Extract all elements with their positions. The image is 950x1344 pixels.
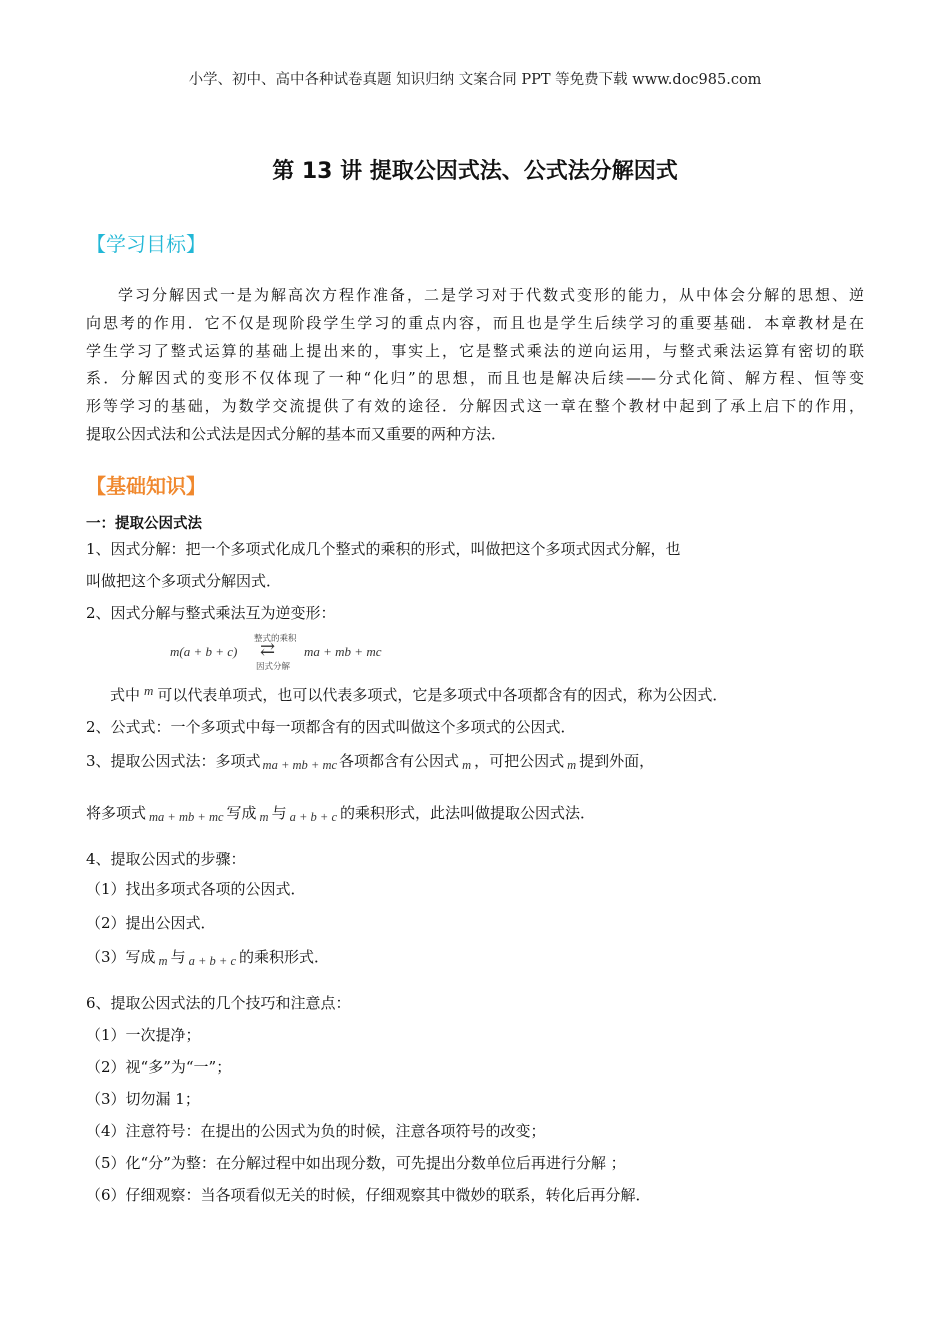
m-note-post: 可以代表单项式，也可以代表多项式，它是多项式中各项都含有的因式，称为公因式．: [157, 686, 728, 704]
method2-text-1: 将多项式: [86, 804, 147, 822]
inverse-relation-text: 2、因式分解与整式乘法互为逆变形：: [86, 604, 336, 622]
method-expr-1: ma + mb + mc: [262, 758, 338, 772]
common-factor-definition: 2、公式式：一个多项式中每一项都含有的因式叫做这个多项式的公因式．: [86, 718, 576, 736]
method-line-2: [86, 802, 595, 823]
step-1: （1）找出多项式各项的公因式．: [86, 880, 306, 898]
tip-item: （5）化“分”为整：在分解过程中如出现分数，可先提出分数单位后再进行分解 ；: [86, 1154, 626, 1172]
section-title-common-factor: 一：提取公因式法: [86, 516, 202, 532]
tip-item: （3）切勿漏 1；: [86, 1090, 200, 1108]
step3-expr-1: m: [158, 954, 168, 968]
goal-line: 系．分解因式的变形不仅体现了一种“化归”的思想，而且也是解决后续——分式化简、解方程、恒等变: [86, 369, 864, 388]
page-header: 小学、初中、高中各种试卷真题 知识归纳 文案合同 PPT 等免费下载 www.doc985.com: [188, 72, 762, 88]
double-arrow-icon: ⇄: [260, 639, 276, 660]
tip-item: （2）视“多”为“一”；: [86, 1058, 232, 1076]
step3-text-3: 的乘积形式．: [239, 948, 330, 966]
tip-item: （6）仔细观察：当各项看似无关的时候，仔细观察其中微妙的联系，转化后再分解．: [86, 1186, 651, 1204]
method-expr-3: m: [567, 758, 577, 772]
steps-title: 4、提取公因式的步骤：: [86, 850, 246, 868]
method2-text-3: 与: [271, 804, 287, 822]
learning-goal-paragraph: [86, 282, 864, 449]
step-2: （2）提出公因式．: [86, 914, 216, 932]
method2-text-2: 写成: [226, 804, 257, 822]
lesson-title: 第 13 讲 提取公因式法、公式法分解因式: [272, 159, 678, 184]
method2-text-4: 的乘积形式，此法叫做提取公因式法．: [340, 804, 596, 822]
goal-line: 向思考的作用．它不仅是现阶段学生学习的重点内容，而且也是学生后续学习的重要基础．本章教材是在: [86, 313, 864, 332]
method2-expr-2: m: [259, 810, 269, 824]
m-note-var: m: [144, 683, 154, 698]
formula-left: m(a + b + c): [170, 644, 238, 659]
learning-goal-heading: 【学习目标】: [86, 232, 206, 256]
method2-expr-3: a + b + c: [289, 810, 337, 824]
m-note: [110, 684, 727, 705]
formula-right: ma + mb + mc: [304, 644, 382, 659]
step-3: [86, 946, 329, 967]
goal-line: 形等学习的基础，为数学交流提供了有效的途径．分解因式这一章在整个教材中起到了承上启下的作用，: [86, 397, 864, 416]
goal-line: 学生学习了整式运算的基础上提出来的，事实上，它是整式乘法的逆向运用，与整式乘法运算有密切的联: [86, 341, 864, 360]
formula-top-label: 整式的乘积: [254, 634, 297, 644]
step3-expr-2: a + b + c: [188, 954, 237, 968]
definition-line-2: 叫做把这个多项式分解因式．: [86, 572, 282, 590]
formula-bottom-label: 因式分解: [256, 662, 291, 672]
tips-title: 6、提取公因式法的几个技巧和注意点：: [86, 994, 351, 1012]
method2-expr-1: ma + mb + mc: [149, 810, 224, 824]
method-expr-2: m: [462, 758, 472, 772]
method-text-4: 提到外面，: [579, 752, 655, 770]
step3-text-2: 与: [170, 948, 186, 966]
step3-text-1: （3）写成: [86, 948, 156, 966]
goal-line: 提取公因式法和公式法是因式分解的基本而又重要的两种方法．: [86, 424, 507, 443]
definition-line-1: 1、因式分解：把一个多项式化成几个整式的乘积的形式，叫做把这个多项式因式分解，也: [86, 540, 681, 558]
factorization-formula: [170, 630, 410, 674]
m-note-pre: 式中: [110, 686, 141, 704]
basic-knowledge-heading: 【基础知识】: [86, 474, 206, 498]
method-text-1: 3、提取公因式法：多项式: [86, 752, 261, 770]
tip-item: （1）一次提净；: [86, 1026, 201, 1044]
method-text-3: ，可把公因式: [474, 752, 565, 770]
tip-item: （4）注意符号：在提出的公因式为负的时候，注意各项符号的改变；: [86, 1122, 546, 1140]
method-text-2: 各项都含有公因式: [339, 752, 460, 770]
goal-line: 学习分解因式一是为解高次方程作准备，二是学习对于代数式变形的能力，从中体会分解的思想、逆: [118, 286, 864, 304]
method-line-1: [86, 750, 654, 771]
